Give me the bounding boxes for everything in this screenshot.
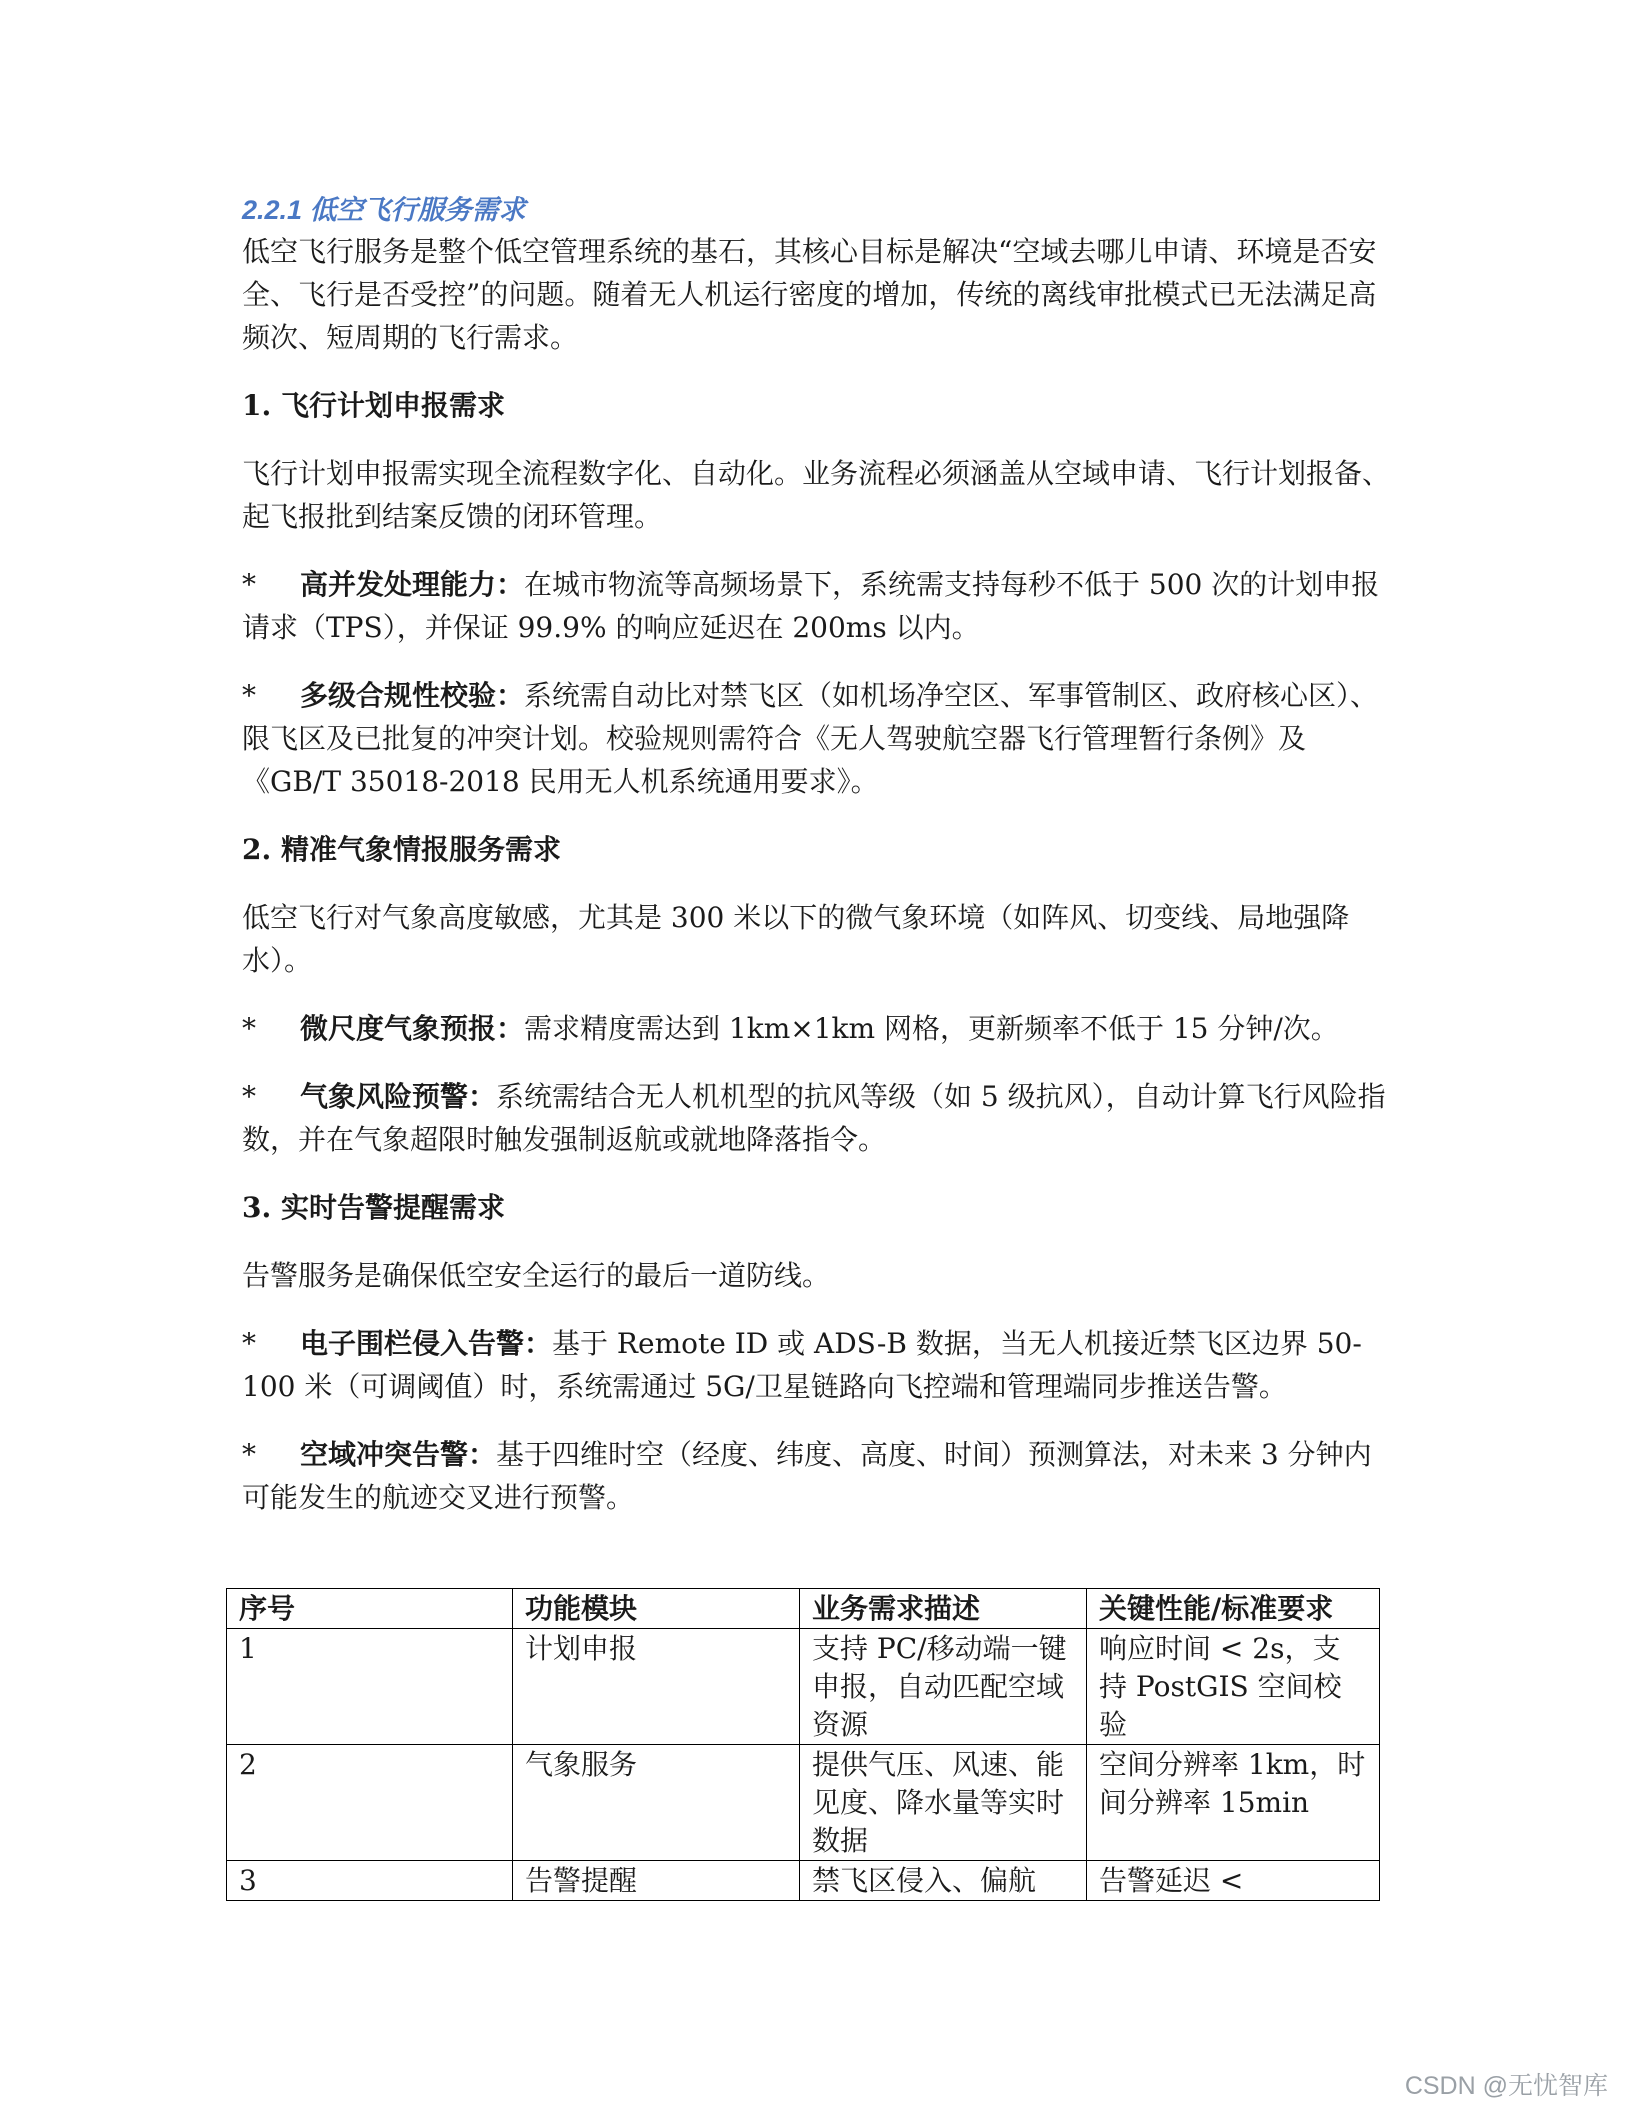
section-2-title: 2. 精准气象情报服务需求 [242, 833, 561, 866]
table-cell: 计划申报 [513, 1629, 800, 1745]
bullet-item [242, 1322, 1392, 1408]
table-cell: 告警延迟 < [1087, 1861, 1380, 1901]
table-row [227, 1861, 1380, 1901]
watermark: CSDN @无忧智库 [1404, 2072, 1608, 2100]
bullet-bold-label: 高并发处理能力： [300, 568, 525, 601]
bullet-star-icon: * [242, 1438, 256, 1471]
bullet-star-icon: * [242, 1080, 256, 1113]
bullet-text: 需求精度需达到 1km×1km 网格，更新频率不低于 15 分钟/次。 [524, 1012, 1339, 1045]
table-cell: 响应时间 < 2s，支持 PostGIS 空间校验 [1087, 1629, 1380, 1745]
section-heading: 2.2.1 低空飞行服务需求 [242, 195, 526, 225]
intro-paragraph: 低空飞行服务是整个低空管理系统的基石，其核心目标是解决“空域去哪儿申请、环境是否安全、飞行是否受控”的问题。随着无人机运行密度的增加，传统的离线审批模式已无法满足高频次、短周期的飞行需求。 [242, 235, 1377, 354]
table-header-row [227, 1589, 1380, 1629]
section-3-paragraph: 告警服务是确保低空安全运行的最后一道防线。 [242, 1259, 831, 1292]
table-cell: 支持 PC/移动端一键申报，自动匹配空域资源 [800, 1629, 1087, 1745]
table-cell: 空间分辨率 1km，时间分辨率 15min [1087, 1745, 1380, 1861]
bullet-star-icon: * [242, 1012, 256, 1045]
table-cell: 禁飞区侵入、偏航 [800, 1861, 1087, 1901]
bullet-star-icon: * [242, 1327, 256, 1360]
bullet-item [242, 1433, 1392, 1519]
bullet-bold-label: 气象风险预警： [300, 1080, 497, 1113]
bullet-text: 基于 Remote ID 或 ADS-B 数据，当无人机接近禁飞区边界 50-100 米（可调阈值）时，系统需通过 5G/卫星链路向飞控端和管理端同步推送告警。 [242, 1327, 1362, 1403]
table-cell: 3 [227, 1861, 513, 1901]
section-3-title: 3. 实时告警提醒需求 [242, 1191, 505, 1224]
bullet-text: 基于四维时空（经度、纬度、高度、时间）预测算法，对未来 3 分钟内可能发生的航迹交叉进行预警。 [242, 1438, 1372, 1514]
table-cell: 1 [227, 1629, 513, 1745]
bullet-bold-label: 多级合规性校验： [300, 679, 525, 712]
section-2-paragraph: 低空飞行对气象高度敏感，尤其是 300 米以下的微气象环境（如阵风、切变线、局地强降水）。 [242, 901, 1350, 977]
table-cell: 2 [227, 1745, 513, 1861]
bullet-item [242, 563, 1392, 649]
table-cell: 提供气压、风速、能见度、降水量等实时数据 [800, 1745, 1087, 1861]
bullet-item [242, 1007, 1392, 1050]
table-header-cell: 关键性能/标准要求 [1087, 1589, 1380, 1629]
table-cell: 告警提醒 [513, 1861, 800, 1901]
bullet-star-icon: * [242, 568, 256, 601]
bullet-item [242, 1075, 1392, 1161]
document-body [242, 190, 1392, 1519]
section-1-title: 1. 飞行计划申报需求 [242, 389, 505, 422]
table-header-cell: 功能模块 [513, 1589, 800, 1629]
table-header-cell: 业务需求描述 [800, 1589, 1087, 1629]
section-1-paragraph: 飞行计划申报需实现全流程数字化、自动化。业务流程必须涵盖从空域申请、飞行计划报备、起飞报批到结案反馈的闭环管理。 [242, 457, 1391, 533]
table-row [227, 1745, 1380, 1861]
bullet-bold-label: 空域冲突告警： [300, 1438, 497, 1471]
bullet-star-icon: * [242, 679, 256, 712]
table-header-cell: 序号 [227, 1589, 513, 1629]
requirements-table [226, 1588, 1380, 1901]
bullet-text: 系统需结合无人机机型的抗风等级（如 5 级抗风），自动计算飞行风险指数，并在气象超限时触发强制返航或就地降落指令。 [242, 1080, 1386, 1156]
bullet-bold-label: 电子围栏侵入告警： [300, 1327, 553, 1360]
bullet-item [242, 674, 1392, 803]
table-row [227, 1629, 1380, 1745]
table-cell: 气象服务 [513, 1745, 800, 1861]
bullet-text: 在城市物流等高频场景下，系统需支持每秒不低于 500 次的计划申报请求（TPS），并保证 99.9% 的响应延迟在 200ms 以内。 [242, 568, 1380, 644]
bullet-text: 系统需自动比对禁飞区（如机场净空区、军事管制区、政府核心区）、限飞区及已批复的冲突计划。校验规则需符合《无人驾驶航空器飞行管理暂行条例》及《GB/T 35018-2018 民用无人机系统通用要求》。 [242, 679, 1379, 798]
bullet-bold-label: 微尺度气象预报： [300, 1012, 525, 1045]
